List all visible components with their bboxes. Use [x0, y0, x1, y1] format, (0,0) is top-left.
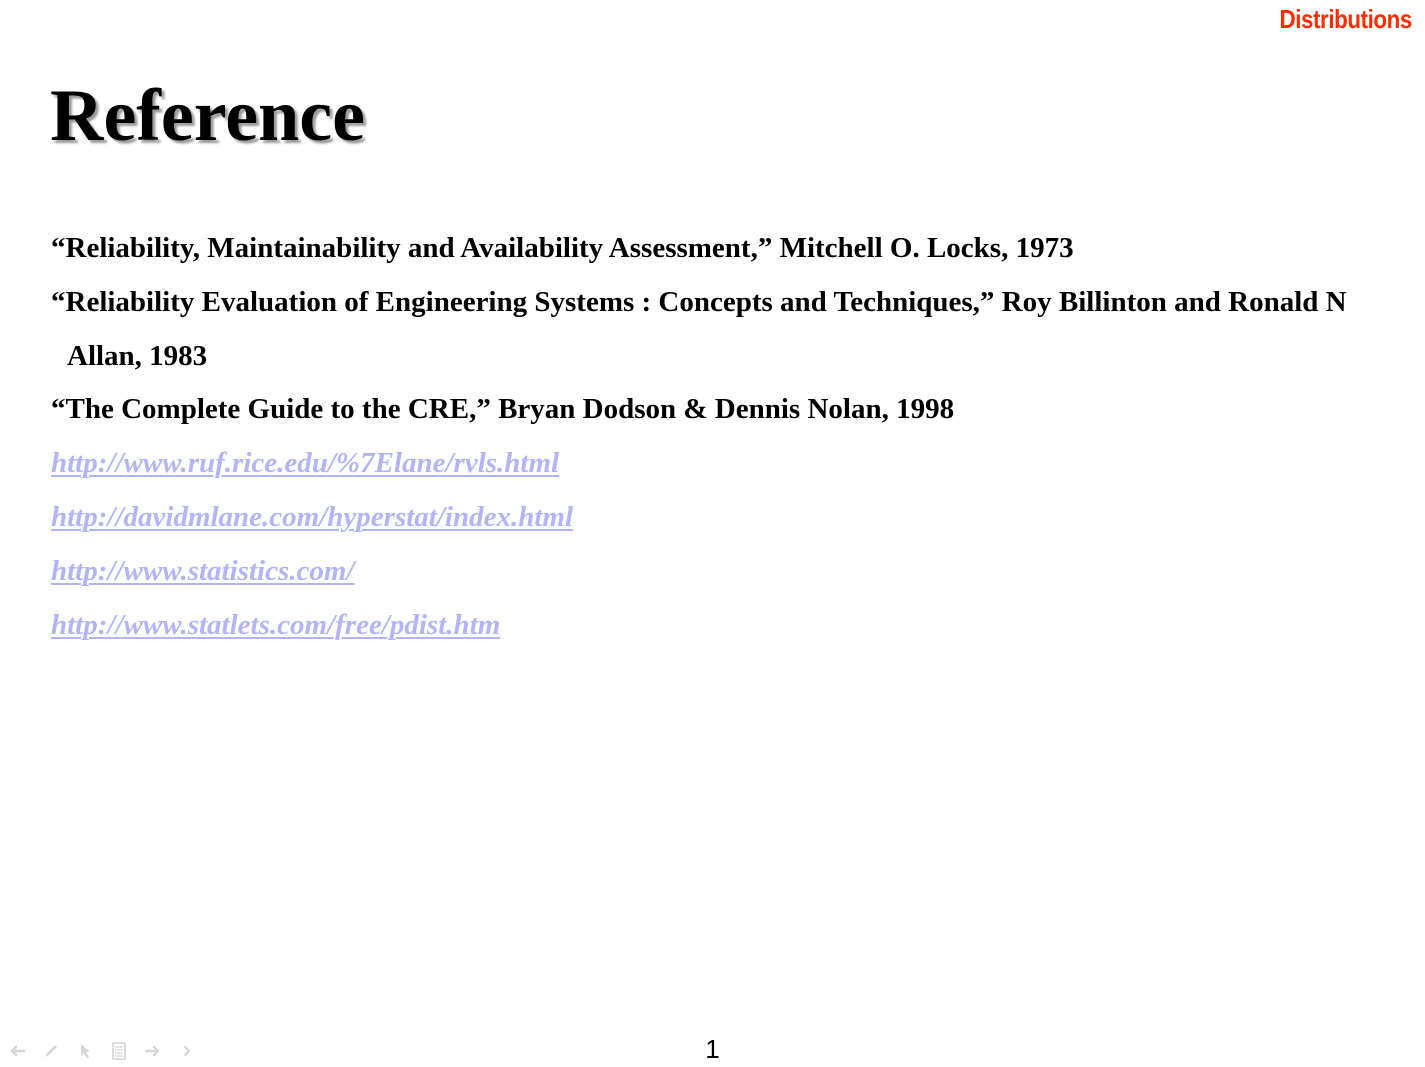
- reference-list: [51, 222, 1381, 652]
- link-item: [51, 491, 1381, 545]
- reference-link[interactable]: http://www.statlets.com/free/pdist.htm: [51, 608, 501, 641]
- reference-link[interactable]: http://www.ruf.rice.edu/%7Elane/rvls.html: [51, 447, 560, 480]
- reference-item: “The Complete Guide to the CRE,” Bryan Dodson & Dennis Nolan, 1998: [51, 393, 955, 426]
- link-item: [51, 599, 1381, 653]
- reference-item: “Reliability, Maintainability and Availability Assessment,” Mitchell O. Locks, 1973: [51, 232, 1074, 264]
- slide-title: Reference: [50, 75, 365, 157]
- link-item: [51, 545, 1381, 599]
- reference-link[interactable]: http://www.statistics.com/: [51, 554, 355, 587]
- section-label: Distributions: [1279, 4, 1412, 34]
- page-number: 1: [705, 1034, 720, 1064]
- reference-item: “Reliability Evaluation of Engineering Systems : Concepts and Techniques,” Roy Billinton and Ronald N Allan, 1983: [51, 285, 1347, 372]
- link-item: [51, 437, 1381, 491]
- reference-link[interactable]: http://davidmlane.com/hyperstat/index.html: [51, 500, 574, 533]
